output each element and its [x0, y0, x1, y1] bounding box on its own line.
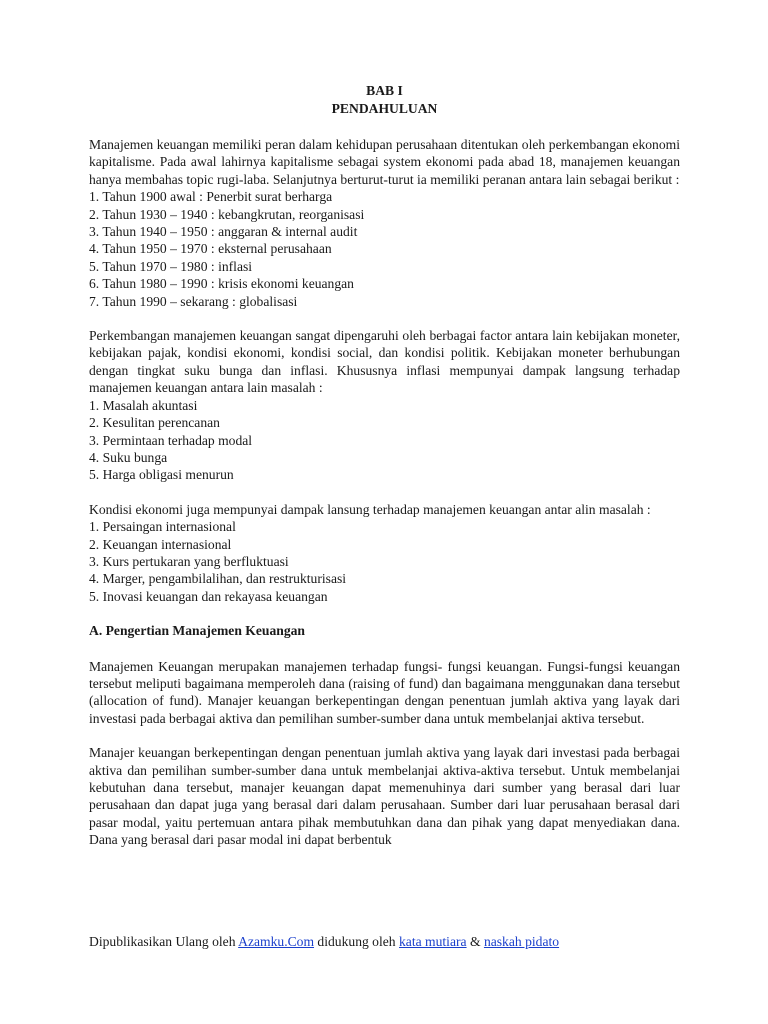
- list-item: 4. Marger, pengambilalihan, dan restrukturisasi: [89, 571, 347, 587]
- paragraph-factors: Perkembangan manajemen keuangan sangat dipengaruhi oleh berbagai factor antara lain kebijakan moneter, kebijakan pajak, kondisi ekonomi, kondisi social, dan kondisi politik. Kebijakan moneter berhubungan dengan tingkat suku bunga dan inflasi. Khususnya inflasi mempunyai dampak langsung terhadap manajemen keuangan antara lain masalah :: [89, 328, 680, 396]
- chapter-number: BAB I: [366, 83, 403, 98]
- list-item: 4. Tahun 1950 – 1970 : eksternal perusahaan: [89, 241, 332, 257]
- list-item: 5. Inovasi keuangan dan rekayasa keuangan: [89, 588, 328, 604]
- list-item: 4. Suku bunga: [89, 449, 168, 465]
- history-list: [89, 188, 680, 310]
- paragraph-economy: Kondisi ekonomi juga mempunyai dampak lansung terhadap manajemen keuangan antar alin masalah :: [89, 501, 651, 517]
- list-item: 1. Persaingan internasional: [89, 519, 236, 535]
- list-item: 5. Tahun 1970 – 1980 : inflasi: [89, 258, 253, 274]
- list-item: 3. Kurs pertukaran yang berfluktuasi: [89, 553, 289, 569]
- footer-ampersand: &: [466, 934, 484, 949]
- chapter-title: PENDAHULUAN: [331, 101, 438, 116]
- document-body: [89, 82, 680, 849]
- kata-mutiara-link[interactable]: kata mutiara: [399, 934, 467, 949]
- paragraph-definition: Manajemen Keuangan merupakan manajemen terhadap fungsi- fungsi keuangan. Fungsi-fungsi keuangan tersebut meliputi bagaimana memperoleh dana (raising of fund) dan bagaimana menggunakan dana tersebut (allocation of fund). Manajer keuangan berkepentingan dengan penentuan jumlah aktiva yang layak dari investasi pada berbagai aktiva dan pemilihan sumber-sumber dana untuk membelanjai aktiva tersebut.: [89, 658, 680, 726]
- azamku-link[interactable]: Azamku.Com: [238, 934, 315, 949]
- publication-footer: [89, 933, 689, 950]
- list-item: 3. Tahun 1940 – 1950 : anggaran & internal audit: [89, 224, 358, 240]
- list-item: 6. Tahun 1980 – 1990 : krisis ekonomi keuangan: [89, 276, 354, 292]
- paragraph-intro: Manajemen keuangan memiliki peran dalam kehidupan perusahaan ditentukan oleh perkembangan ekonomi kapitalisme. Pada awal lahirnya kapitalisme sebagai system ekonomi pada abad 18, manajemen keuangan hanya membahas topic rugi-laba. Selanjutnya berturut-turut ia memiliki peranan antara lain sebagai berikut :: [89, 137, 680, 187]
- list-item: 7. Tahun 1990 – sekarang : globalisasi: [89, 293, 298, 309]
- economy-list: [89, 518, 680, 605]
- list-item: 3. Permintaan terhadap modal: [89, 432, 253, 448]
- list-item: 5. Harga obligasi menurun: [89, 467, 234, 483]
- list-item: 2. Tahun 1930 – 1940 : kebangkrutan, reorganisasi: [89, 206, 365, 222]
- section-heading: A. Pengertian Manajemen Keuangan: [89, 623, 305, 639]
- list-item: 2. Kesulitan perencanan: [89, 415, 220, 431]
- list-item: 2. Keuangan internasional: [89, 536, 232, 552]
- naskah-pidato-link[interactable]: naskah pidato: [483, 934, 560, 949]
- list-item: 1. Masalah akuntasi: [89, 397, 198, 413]
- footer-middle: didukung oleh: [314, 934, 399, 949]
- footer-prefix: Dipublikasikan Ulang oleh: [89, 934, 239, 949]
- list-item: 1. Tahun 1900 awal : Penerbit surat berharga: [89, 189, 333, 205]
- paragraph-manager: Manajer keuangan berkepentingan dengan penentuan jumlah aktiva yang layak dari investasi pada berbagai aktiva dan pemilihan sumber-sumber dana untuk membelanjai aktiva-aktiva tersebut. Untuk membelanjai kebutuhan dana tersebut, manajer keuangan dapat memenuhinya dari sumber yang berasal dari luar perusahaan dan dapat juga yang berasal dari dalam perusahaan. Sumber dari luar perusahaan berasal dari pasar modal, yaitu pertemuan antara pihak membutuhkan dana dan pihak yang dapat menyediakan dana. Dana yang berasal dari pasar modal ini dapat berbentuk: [89, 745, 680, 848]
- inflation-list: [89, 397, 680, 484]
